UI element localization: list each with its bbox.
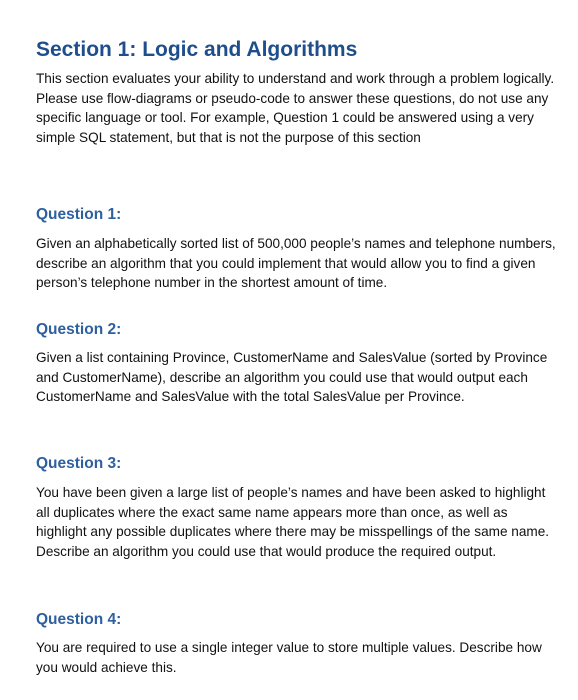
question-2-heading: Question 2: — [36, 321, 122, 338]
question-4-heading: Question 4: — [36, 611, 122, 628]
section-title: Section 1: Logic and Algorithms — [36, 38, 358, 61]
question-1-text: Given an alphabetically sorted list of 500,000 people’s names and telephone numbers, describe an algorithm that you could implement that would allow you to find a given person’s telephone number in the shortest amount of time. — [36, 236, 556, 291]
question-3-text: You have been given a large list of people’s names and have been asked to highlight all duplicates where the exact same name appears more than once, as well as highlight any possible duplicates where there may be misspellings of the same name. Describe an algorithm you could use that would produce the required output. — [36, 485, 550, 559]
question-3-heading: Question 3: — [36, 455, 122, 472]
question-4-text: You are required to use a single integer value to store multiple values. Describe how you would achieve this. — [36, 640, 542, 675]
section-intro: This section evaluates your ability to understand and work through a problem logically. Please use flow-diagrams or pseudo-code to answer these questions, do not use any specific language or tool. For example, Question 1 could be answered using a very simple SQL statement, but that is not the purpose of this section — [36, 71, 555, 145]
question-1-heading: Question 1: — [36, 206, 122, 223]
question-2-text: Given a list containing Province, CustomerName and SalesValue (sorted by Province and CustomerName), describe an algorithm you could use that would output each CustomerName and SalesValue with the total SalesValue per Province. — [36, 350, 548, 405]
